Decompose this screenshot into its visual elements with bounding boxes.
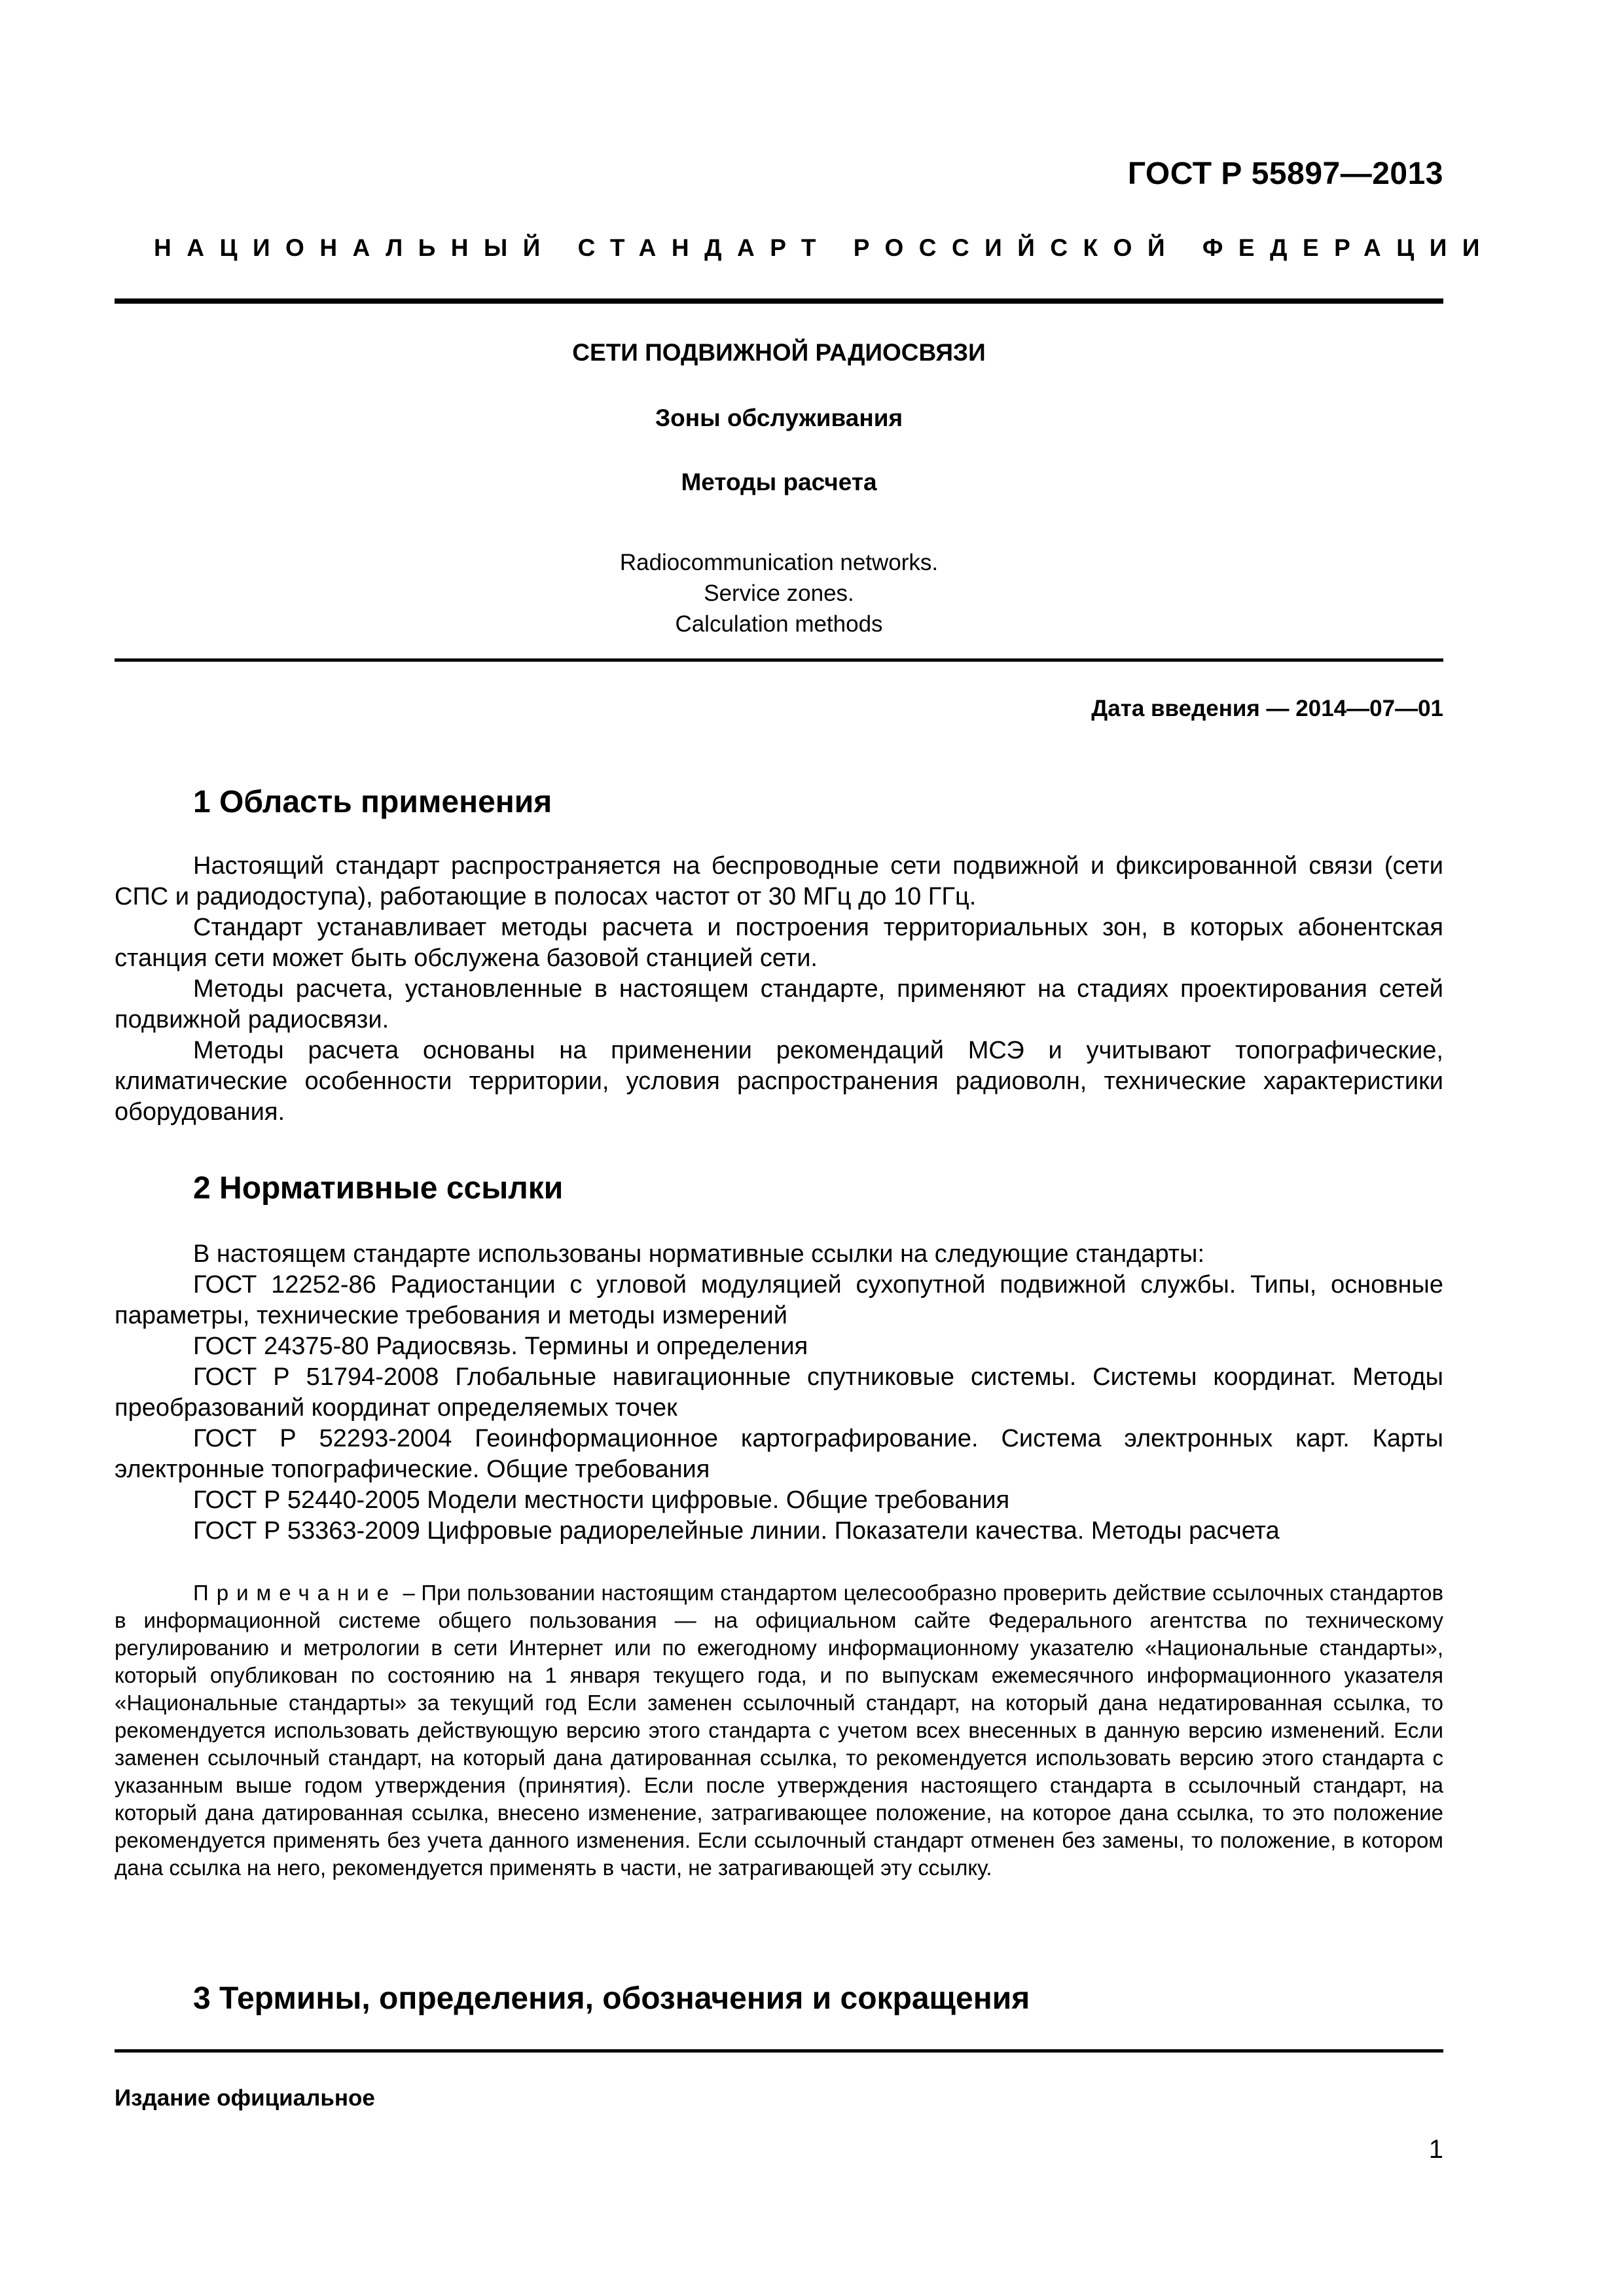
reference-item: ГОСТ Р 51794-2008 Глобальные навигационные спутниковые системы. Системы координат. Методы преобразований координат определяемых точек [115,1363,1443,1422]
english-title-line: Calculation methods [675,611,883,637]
document-subtitle-methods: Методы расчета [681,469,877,495]
english-title [115,547,1443,639]
section-body-normative-references [115,1239,1443,1547]
document-page [115,0,1495,2296]
document-title: СЕТИ ПОДВИЖНОЙ РАДИОСВЯЗИ [572,339,986,366]
reference-item: ГОСТ Р 52440-2005 Модели местности цифровые. Общие требования [193,1486,1010,1514]
reference-item: ГОСТ Р 53363-2009 Цифровые радиорелейные линии. Показатели качества. Методы расчета [193,1517,1280,1545]
note-paragraph [115,1579,1443,1882]
reference-item: ГОСТ Р 52293-2004 Геоинформационное картографирование. Система электронных карт. Карты электронные топографические. Общие требования [115,1425,1443,1483]
paragraph: Методы расчета, установленные в настоящем стандарте, применяют на стадиях проектирования сетей подвижной радиосвязи. [115,975,1443,1033]
paragraph: Настоящий стандарт распространяется на беспроводные сети подвижной и фиксированной связи (сети СПС и радиодоступа), работающие в полосах частот от 30 МГц до 10 ГГц. [115,852,1443,910]
section-heading-scope: 1 Область применения [193,785,552,819]
gost-number: ГОСТ Р 55897—2013 [1127,156,1443,191]
note-block [115,1579,1443,1882]
paragraph: В настоящем стандарте использованы нормативные ссылки на следующие стандарты: [193,1240,1205,1268]
section-heading-terms: 3 Термины, определения, обозначения и сокращения [193,1981,1030,2016]
document-subtitle-service-zones: Зоны обслуживания [655,404,903,431]
reference-item: ГОСТ 24375-80 Радиосвязь. Термины и определения [193,1333,808,1360]
official-edition-label: Издание официальное [115,2085,375,2111]
title-divider [115,658,1443,662]
english-title-line: Service zones. [704,581,854,606]
english-title-line: Radiocommunication networks. [619,550,939,575]
paragraph: Методы расчета основаны на применении рекомендаций МСЭ и учитывают топографические, климатические особенности территории, условия распространения радиоволн, технические характеристики оборудования. [115,1037,1443,1126]
note-text: – При пользовании настоящим стандартом целесообразно проверить действие ссылочных стандартов в информационной системе общего пользования — на официальном сайте Федерального агентства по техническому регулированию и метрологии в сети Интернет или по ежегодному информационному указателю «Национальные стандарты», который опубликован по состоянию на 1 января текущего года, и по выпускам ежемесячного информационного указателя «Национальные стандарты» за текущий год Если заменен ссылочный стандарт, на который дана недатированная ссылка, то рекомендуется использовать действующую версию этого стандарта с учетом всех внесенных в данную версию изменений. Если заменен ссылочный стандарт, на который дана датированная ссылка, то рекомендуется использовать версию этого стандарта с указанным выше годом утверждения (принятия). Если после утверждения настоящего стандарта в ссылочный стандарт, на который дана датированная ссылка, внесено изменение, затрагивающее положение, на которое дана ссылка, то это положение рекомендуется применять без учета данного изменения. Если ссылочный стандарт отменен без замены, то положение, в котором дана ссылка на него, рекомендуется применять в части, не затрагивающей эту ссылку. [115,1581,1443,1880]
national-standard-heading: НАЦИОНАЛЬНЫЙ СТАНДАРТ РОССИЙСКОЙ ФЕДЕРАЦИИ [154,234,1495,261]
reference-item: ГОСТ 12252-86 Радиостанции с угловой модуляцией сухопутной подвижной службы. Типы, основные параметры, технические требования и методы измерений [115,1271,1443,1329]
page-number: 1 [1428,2135,1443,2164]
top-divider [115,298,1443,304]
paragraph: Стандарт устанавливает методы расчета и построения территориальных зон, в которых абонентская станция сети может быть обслужена базовой станцией сети. [115,914,1443,972]
introduction-date: Дата введения — 2014—07—01 [1091,696,1443,721]
section-body-scope [115,851,1443,1128]
section-heading-normative-references: 2 Нормативные ссылки [193,1171,564,1206]
note-label: Примечание [193,1581,397,1605]
footer-divider [115,2049,1443,2053]
